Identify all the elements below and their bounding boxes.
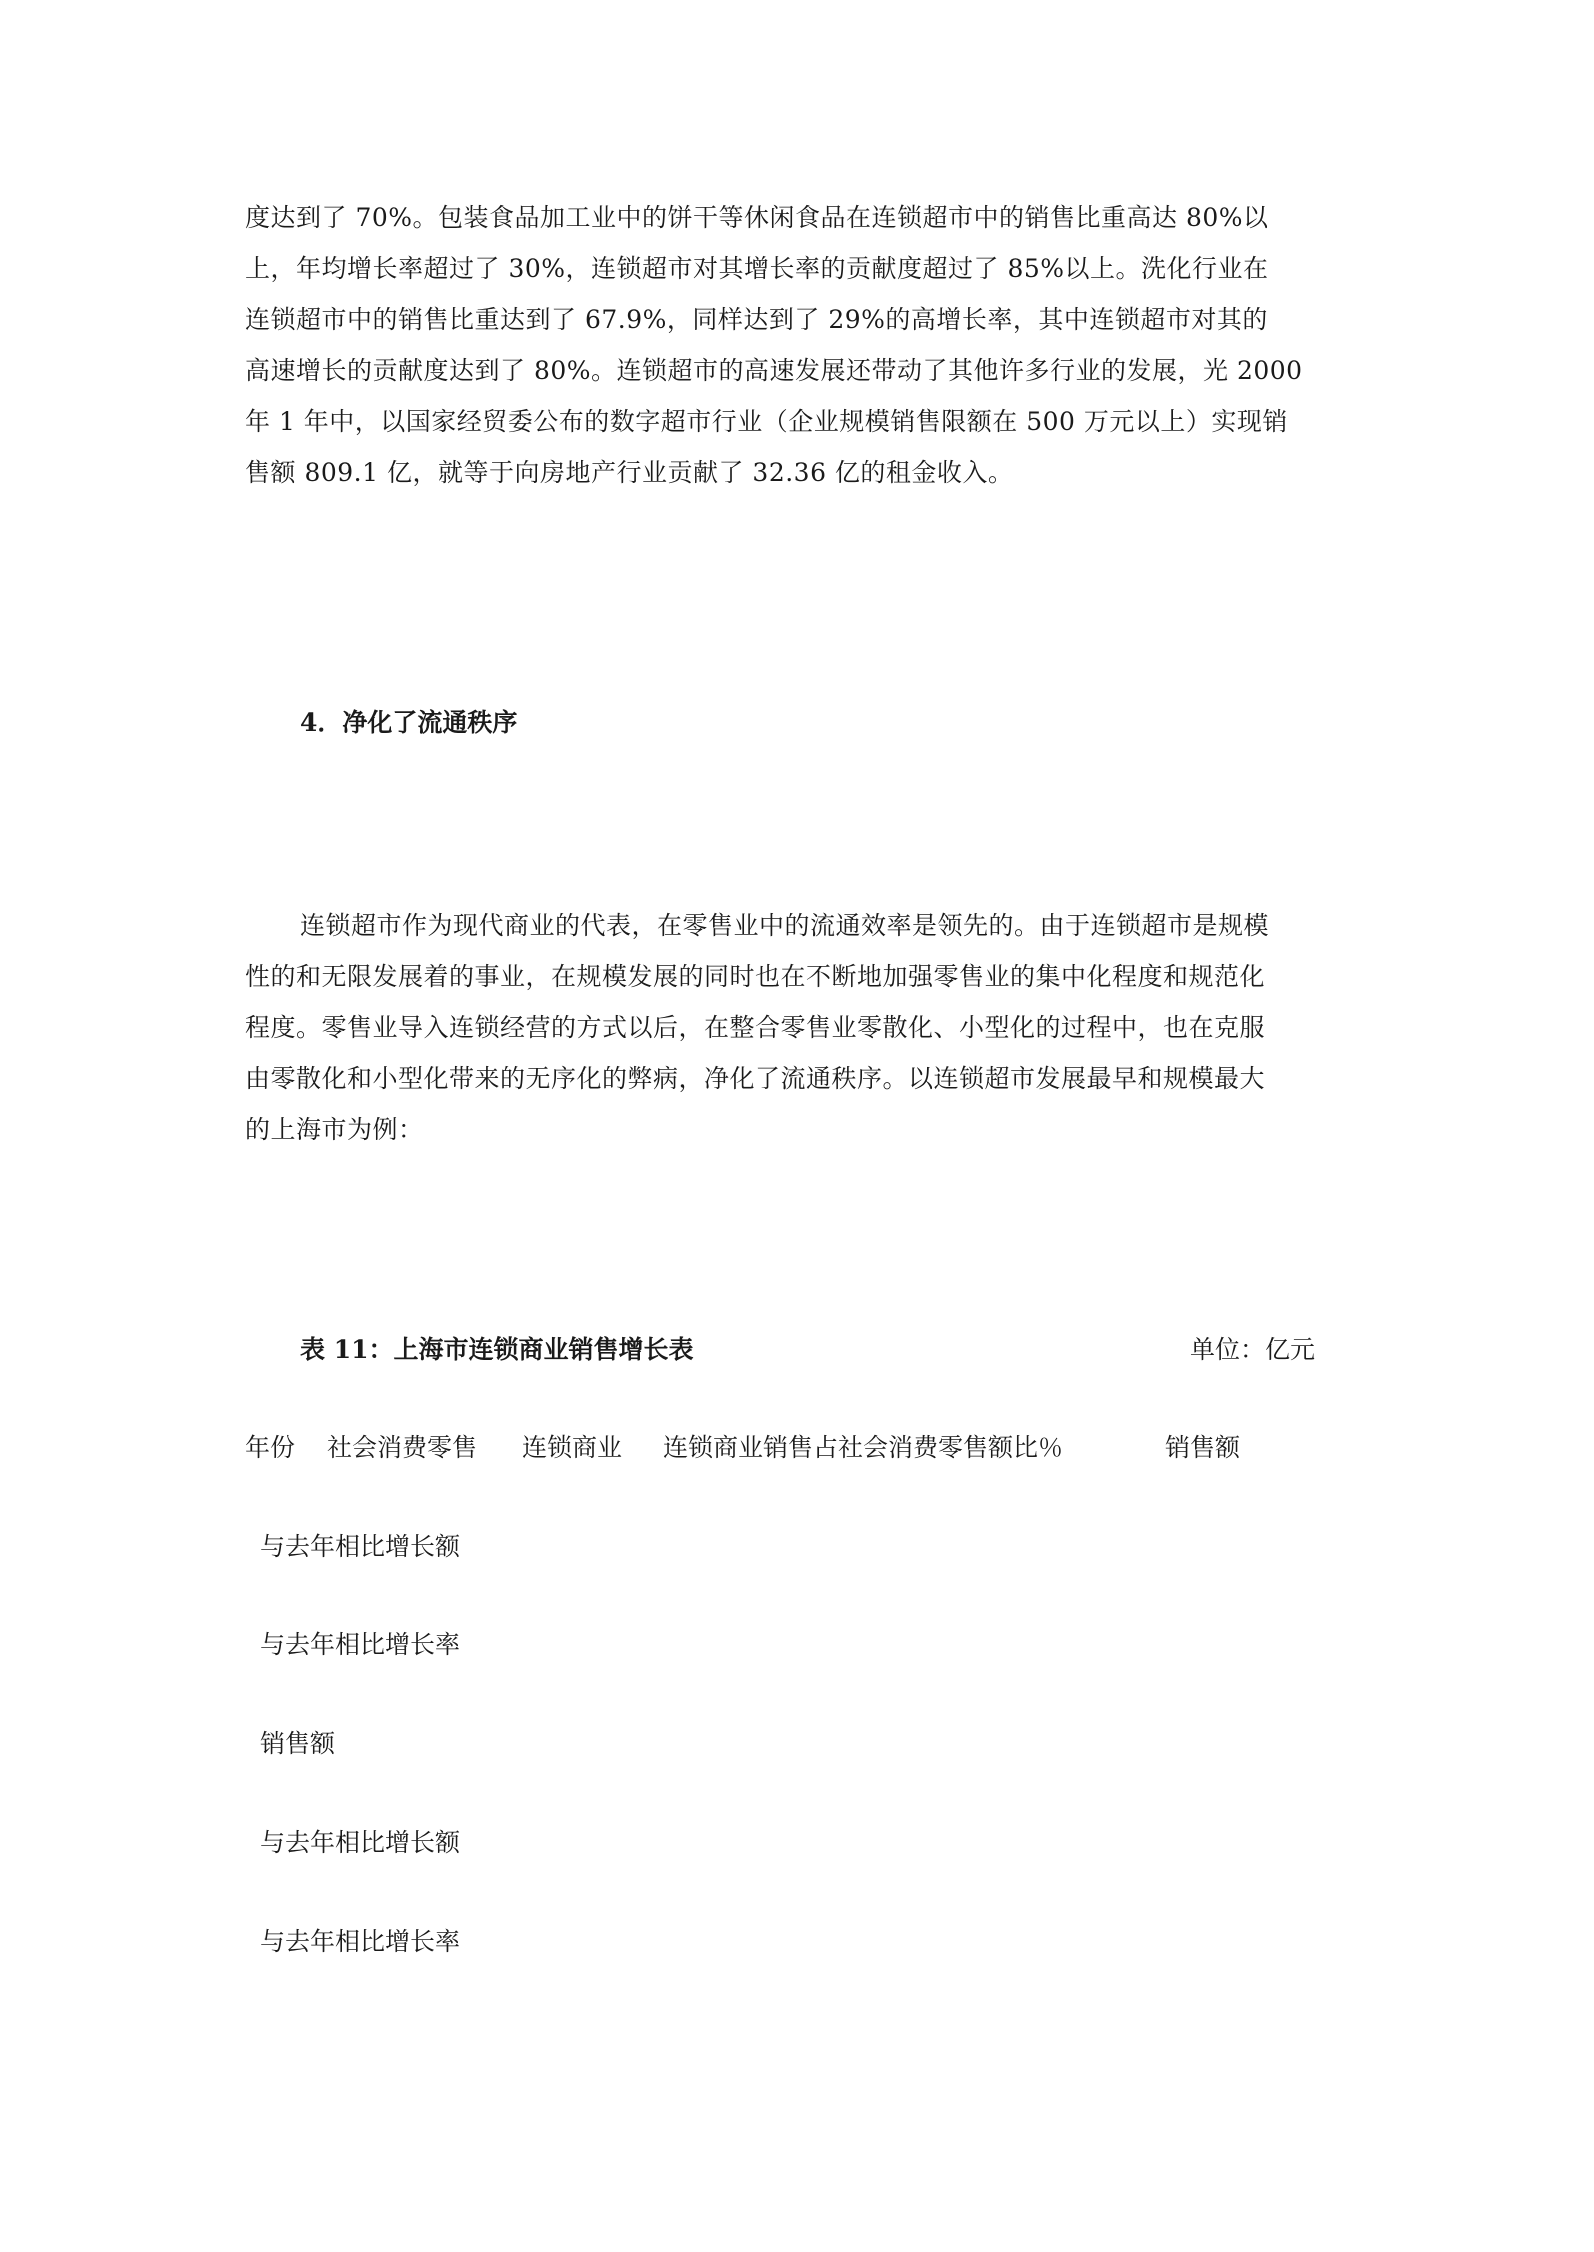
section-heading: 4．净化了流通秩序 bbox=[300, 708, 518, 737]
table-row-label: 与去年相比增长额 bbox=[260, 1532, 461, 1561]
table-row-label: 与去年相比增长率 bbox=[260, 1927, 461, 1956]
table-row-label: 销售额 bbox=[260, 1729, 336, 1758]
paragraph-line: 程度。零售业导入连锁经营的方式以后，在整合零售业零散化、小型化的过程中，也在克服 bbox=[245, 1013, 1266, 1042]
paragraph-line: 高速增长的贡献度达到了 80%。连锁超市的高速发展还带动了其他许多行业的发展，光 2000 bbox=[245, 356, 1303, 385]
paragraph-line: 上，年均增长率超过了 30%，连锁超市对其增长率的贡献度超过了 85%以上。洗化行业在 bbox=[245, 254, 1269, 283]
table-header-cell: 社会消费零售 bbox=[327, 1433, 478, 1462]
table-header-cell: 销售额 bbox=[1165, 1433, 1241, 1462]
table-unit: 单位：亿元 bbox=[1190, 1335, 1316, 1364]
paragraph-line: 连锁超市中的销售比重达到了 67.9%，同样达到了 29%的高增长率，其中连锁超市对其的 bbox=[245, 305, 1268, 334]
paragraph-line: 年 1 年中，以国家经贸委公布的数字超市行业（企业规模销售限额在 500 万元以上）实现销 bbox=[245, 407, 1288, 436]
table-row-label: 与去年相比增长率 bbox=[260, 1630, 461, 1659]
table-title: 表 11：上海市连锁商业销售增长表 bbox=[300, 1335, 694, 1364]
paragraph-line: 的上海市为例： bbox=[245, 1115, 424, 1144]
table-header-cell: 年份 bbox=[245, 1433, 296, 1462]
table-row-label: 与去年相比增长额 bbox=[260, 1828, 461, 1857]
paragraph-line: 度达到了 70%。包装食品加工业中的饼干等休闲食品在连锁超市中的销售比重高达 80%以 bbox=[245, 203, 1269, 232]
paragraph-line: 性的和无限发展着的事业，在规模发展的同时也在不断地加强零售业的集中化程度和规范化 bbox=[245, 962, 1266, 991]
paragraph-1 bbox=[245, 192, 1355, 498]
table-header-cell: 连锁商业 bbox=[522, 1433, 623, 1462]
table-header-cell: 连锁商业销售占社会消费零售额比％ bbox=[663, 1433, 1064, 1462]
paragraph-2 bbox=[245, 900, 1355, 1155]
paragraph-line: 连锁超市作为现代商业的代表，在零售业中的流通效率是领先的。由于连锁超市是规模 bbox=[300, 911, 1270, 940]
paragraph-line: 由零散化和小型化带来的无序化的弊病，净化了流通秩序。以连锁超市发展最早和规模最大 bbox=[245, 1064, 1266, 1093]
paragraph-line: 售额 809.1 亿，就等于向房地产行业贡献了 32.36 亿的租金收入。 bbox=[245, 458, 1014, 487]
